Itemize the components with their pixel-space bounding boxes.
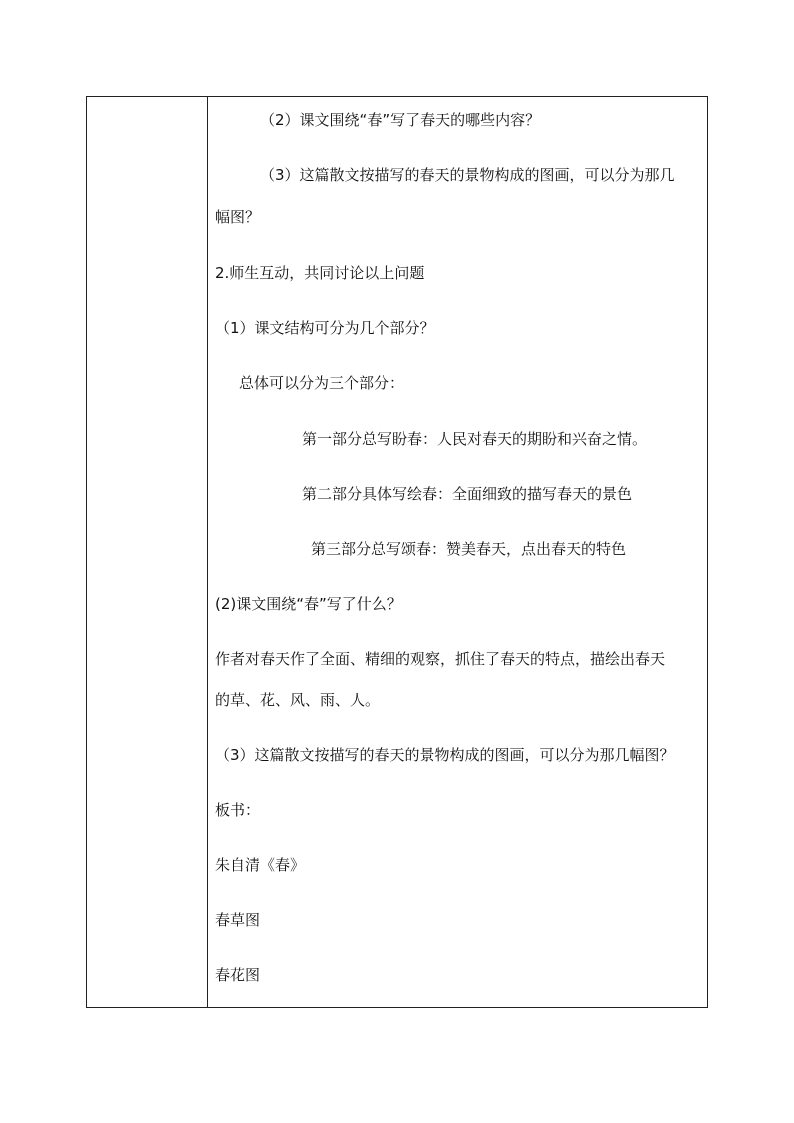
structure-question: （1）课文结构可分为几个部分？	[215, 319, 435, 337]
spring-flower-scene: 春花图	[215, 966, 261, 984]
spring-grass-scene: 春草图	[215, 911, 261, 929]
left-empty-cell	[87, 97, 207, 1007]
structure-summary: 总体可以分为三个部分：	[239, 374, 405, 392]
scene-question: （3）这篇散文按描写的春天的景物构成的图画，可以分为那几幅图？	[215, 746, 675, 764]
blackboard-title: 朱自清《春》	[215, 856, 306, 874]
content-question: (2)课文围绕“春”写了什么？	[215, 595, 402, 613]
question-3-line-1: （3）这篇散文按描写的春天的景物构成的图画，可以分为那几	[260, 166, 675, 184]
part-one-text: 第一部分总写盼春：人民对春天的期盼和兴奋之情。	[302, 430, 648, 448]
part-two-text: 第二部分具体写绘春：全面细致的描写春天的景色	[302, 485, 633, 503]
question-2-line: （2）课文围绕“春”写了春天的哪些内容？	[260, 111, 541, 129]
blackboard-label: 板书：	[215, 801, 261, 819]
question-3-line-2: 幅图？	[215, 208, 261, 226]
discussion-heading: 2.师生互动，共同讨论以上问题	[215, 264, 425, 282]
part-three-text: 第三部分总写颂春：赞美春天，点出春天的特色	[311, 540, 627, 558]
content-answer-line-2: 的草、花、风、雨、人。	[215, 691, 381, 709]
content-table	[86, 96, 708, 1008]
right-content-cell	[208, 97, 707, 1007]
content-answer-line-1: 作者对春天作了全面、精细的观察，抓住了春天的特点，描绘出春天	[215, 650, 666, 668]
